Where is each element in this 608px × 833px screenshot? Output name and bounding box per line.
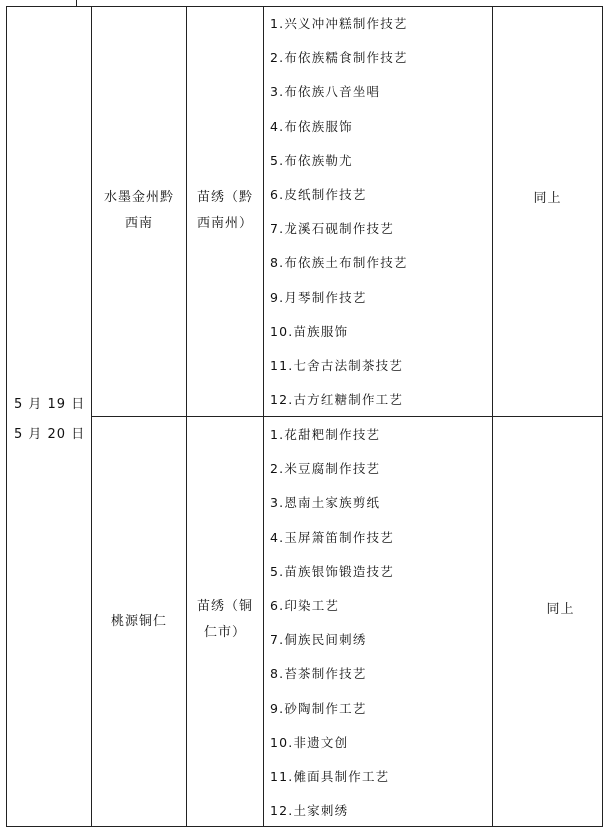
item-list (270, 417, 394, 827)
list-item: 10.非遗文创 (270, 734, 349, 750)
list-item: 9.砂陶制作工艺 (270, 700, 367, 716)
column-divider (91, 6, 92, 827)
remark-cell: 同上 (533, 191, 562, 206)
list-item: 2.布依族糯食制作技艺 (270, 50, 408, 66)
date-start: 5 月 19 日 (14, 397, 86, 412)
list-item: 6.皮纸制作技艺 (270, 187, 367, 203)
list-item: 12.古方红糖制作工艺 (270, 392, 404, 408)
list-item: 11.七舍古法制茶技艺 (270, 357, 404, 373)
category-cell: 苗绣（铜 仁市） (196, 599, 253, 640)
list-item: 4.布依族服饰 (270, 118, 353, 134)
list-item: 7.龙溪石砚制作技艺 (270, 221, 394, 237)
location-cell: 水墨金州黔 西南 (103, 190, 174, 231)
list-item: 4.玉屏箫笛制作技艺 (270, 529, 394, 545)
list-item: 8.苔茶制作技艺 (270, 666, 367, 682)
remark-cell: 同上 (546, 602, 575, 617)
category-cell: 苗绣（黔 西南州） (196, 190, 253, 231)
list-item: 7.侗族民间刺绣 (270, 632, 367, 648)
location-cell: 桃源铜仁 (110, 614, 167, 629)
list-item: 6.印染工艺 (270, 598, 340, 614)
column-divider (492, 6, 493, 827)
list-item: 3.布依族八音坐唱 (270, 84, 381, 100)
list-item: 1.兴义冲冲糕制作技艺 (270, 16, 408, 32)
column-divider (263, 6, 264, 827)
list-item: 2.米豆腐制作技艺 (270, 461, 381, 477)
list-item: 1.花甜粑制作技艺 (270, 427, 381, 443)
list-item: 5.苗族银饰锻造技艺 (270, 563, 394, 579)
list-item: 10.苗族服饰 (270, 323, 349, 339)
list-item: 12.土家刺绣 (270, 803, 349, 819)
item-list (270, 6, 408, 416)
table-right-border (602, 6, 603, 827)
column-divider (186, 6, 187, 827)
list-item: 8.布依族土布制作技艺 (270, 255, 408, 271)
table-left-border (6, 6, 7, 827)
list-item: 3.恩南土家族剪纸 (270, 495, 381, 511)
list-item: 5.布依族勒尤 (270, 152, 353, 168)
list-item: 9.月琴制作技艺 (270, 289, 367, 305)
list-item: 11.傩面具制作工艺 (270, 768, 390, 784)
date-end: 5 月 20 日 (14, 427, 86, 442)
header-stub (76, 0, 77, 6)
